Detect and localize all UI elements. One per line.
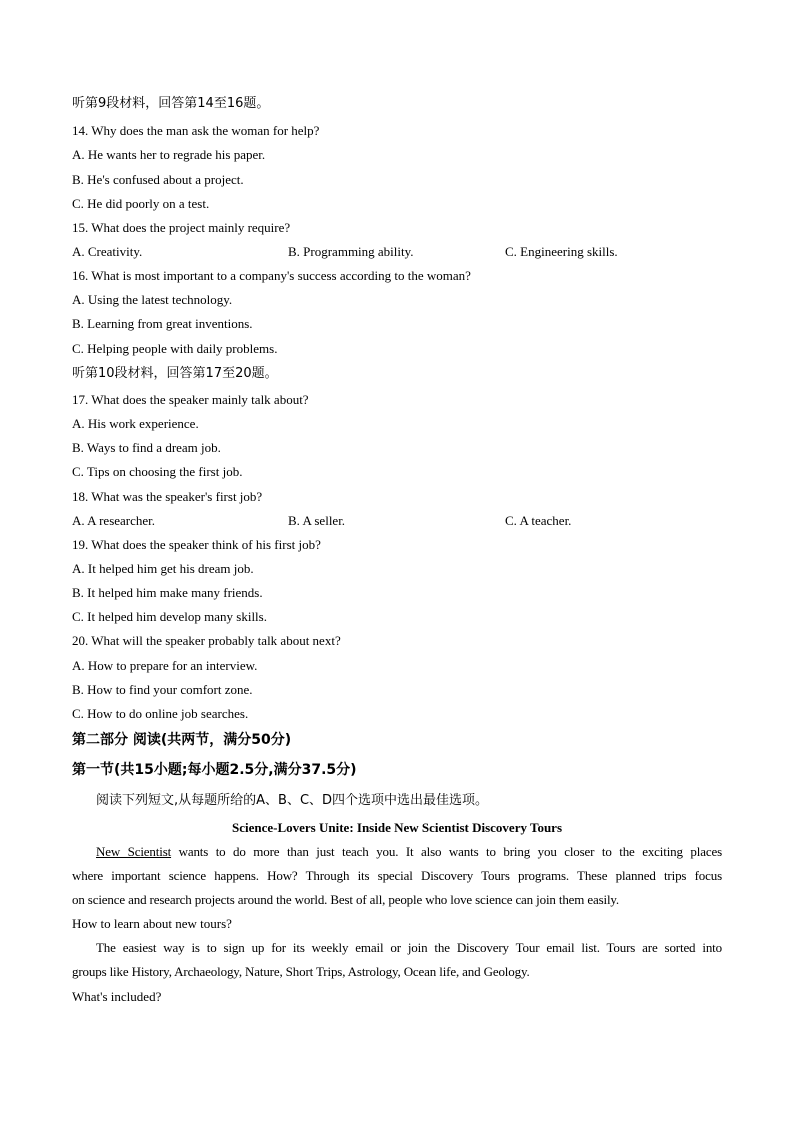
reading-part-title: 第二部分 阅读(共两节，满分50分) <box>72 732 292 748</box>
question-19-option-c: C. It helped him develop many skills. <box>72 609 267 624</box>
listening-instruction-9: 听第9段材料，回答第14至16题。 <box>72 96 270 111</box>
paragraph-2-line-1: The easiest way is to sign up for its weekly email or join the Discovery Tour email list. Tours are sorted into <box>96 940 722 955</box>
question-20-option-b: B. How to find your comfort zone. <box>72 682 253 697</box>
question-18-option-b: B. A seller. <box>288 513 346 528</box>
underlined-name: New Scientist <box>96 844 172 859</box>
passage-heading-1: How to learn about new tours? <box>72 916 232 931</box>
question-16-option-c: C. Helping people with daily problems. <box>72 341 278 356</box>
question-14-option-c: C. He did poorly on a test. <box>72 196 210 211</box>
passage-title: Science-Lovers Unite: Inside New Scientist Discovery Tours <box>231 820 563 835</box>
paragraph-1-line-3: on science and research projects around the world. Best of all, people who love science can join them easily. <box>72 892 620 907</box>
reading-directions: 阅读下列短文,从每题所给的A、B、C、D四个选项中选出最佳选项。 <box>96 793 489 808</box>
question-14-option-b: B. He's confused about a project. <box>72 172 244 187</box>
question-15-option-a: A. Creativity. <box>72 244 143 259</box>
question-15-option-c: C. Engineering skills. <box>505 244 618 259</box>
question-16-option-a: A. Using the latest technology. <box>72 292 233 307</box>
question-stem-18: 18. What was the speaker's first job? <box>72 489 263 504</box>
question-stem-17: 17. What does the speaker mainly talk about? <box>72 392 309 407</box>
passage-heading-2: What's included? <box>72 989 162 1004</box>
question-14-option-a: A. He wants her to regrade his paper. <box>72 147 266 162</box>
question-19-option-a: A. It helped him get his dream job. <box>72 561 254 576</box>
question-18-option-a: A. A researcher. <box>72 513 156 528</box>
question-stem-16: 16. What is most important to a company's success according to the woman? <box>72 268 471 283</box>
question-17-option-b: B. Ways to find a dream job. <box>72 440 221 455</box>
question-17-option-c: C. Tips on choosing the first job. <box>72 464 243 479</box>
paragraph-1-line-2: where important science happens. How? Through its special Discovery Tours programs. These planned trips focus <box>72 868 722 883</box>
paragraph-1-line-1 <box>96 844 722 860</box>
question-stem-20: 20. What will the speaker probably talk about next? <box>72 633 341 648</box>
question-stem-14: 14. Why does the man ask the woman for help? <box>72 123 320 138</box>
question-18-option-c: C. A teacher. <box>505 513 572 528</box>
question-16-option-b: B. Learning from great inventions. <box>72 316 253 331</box>
question-20-option-a: A. How to prepare for an interview. <box>72 658 258 673</box>
paragraph-2-line-2: groups like History, Archaeology, Nature, Short Trips, Astrology, Ocean life, and Geology. <box>72 964 530 979</box>
question-19-option-b: B. It helped him make many friends. <box>72 585 263 600</box>
question-stem-15: 15. What does the project mainly require? <box>72 220 291 235</box>
paragraph-1-line-1-text: wants to do more than just teach you. It also wants to bring you closer to the exciting places <box>171 844 722 859</box>
question-15-option-b: B. Programming ability. <box>288 244 414 259</box>
question-17-option-a: A. His work experience. <box>72 416 199 431</box>
question-stem-19: 19. What does the speaker think of his first job? <box>72 537 321 552</box>
listening-instruction-10: 听第10段材料，回答第17至20题。 <box>72 366 278 381</box>
question-20-option-c: C. How to do online job searches. <box>72 706 249 721</box>
reading-section-title: 第一节(共15小题;每小题2.5分,满分37.5分) <box>72 762 357 778</box>
